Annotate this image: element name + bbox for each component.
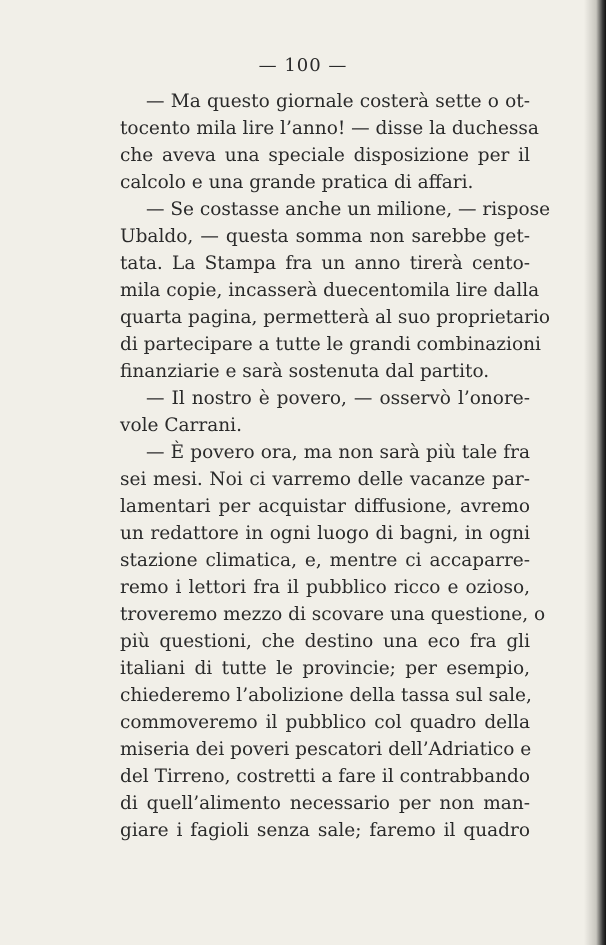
text-line: tata. La Stampa fra un anno tirerà cento-: [120, 253, 530, 274]
text-line: del Tirreno, costretti a fare il contrabbando: [120, 766, 530, 787]
text-line: — È povero ora, ma non sarà più tale fra: [146, 442, 530, 463]
text-line: che aveva una speciale disposizione per il: [120, 145, 530, 166]
text-line: di quell’alimento necessario per non man-: [120, 793, 530, 814]
text-line: un redattore in ogni luogo di bagni, in ogni: [120, 523, 530, 544]
text-line: Ubaldo, — questa somma non sarebbe get-: [120, 226, 530, 247]
text-line: quarta pagina, permetterà al suo proprietario: [120, 307, 550, 328]
text-line: lamentari per acquistar diffusione, avremo: [120, 496, 530, 517]
text-line: — Il nostro è povero, — osservò l’onore-: [146, 388, 530, 409]
text-line: finanziarie e sarà sostenuta dal partito.: [120, 361, 490, 382]
text-line: stazione climatica, e, mentre ci accaparre-: [120, 550, 530, 571]
text-line: chiederemo l’abolizione della tassa sul sale,: [120, 685, 532, 706]
text-line: vole Carrani.: [120, 415, 242, 436]
text-line: calcolo e una grande pratica di affari.: [120, 172, 474, 193]
text-line: italiani di tutte le provincie; per esempio,: [120, 658, 530, 679]
text-line: più questioni, che destino una eco fra gli: [120, 631, 530, 652]
text-line: troveremo mezzo di scovare una questione, o: [120, 604, 546, 625]
text-line: miseria dei poveri pescatori dell’Adriatico e: [120, 739, 532, 760]
text-line: — Ma questo giornale costerà sette o ot-: [146, 91, 530, 112]
text-line: giare i fagioli senza sale; faremo il quadro: [120, 820, 530, 841]
page-number: — 100 —: [258, 55, 348, 76]
text-line: di partecipare a tutte le grandi combinazioni: [120, 334, 541, 355]
text-line: commoveremo il pubblico col quadro della: [120, 712, 530, 733]
text-line: remo i lettori fra il pubblico ricco e ozioso,: [120, 577, 530, 598]
page-edge-shadow: [584, 0, 606, 945]
text-line: mila copie, incasserà duecentomila lire dalla: [120, 280, 540, 301]
text-line: sei mesi. Noi ci varremo delle vacanze par-: [120, 469, 530, 490]
text-line: — Se costasse anche un milione, — rispose: [146, 199, 551, 220]
text-line: tocento mila lire l’anno! — disse la duchessa: [120, 118, 539, 139]
